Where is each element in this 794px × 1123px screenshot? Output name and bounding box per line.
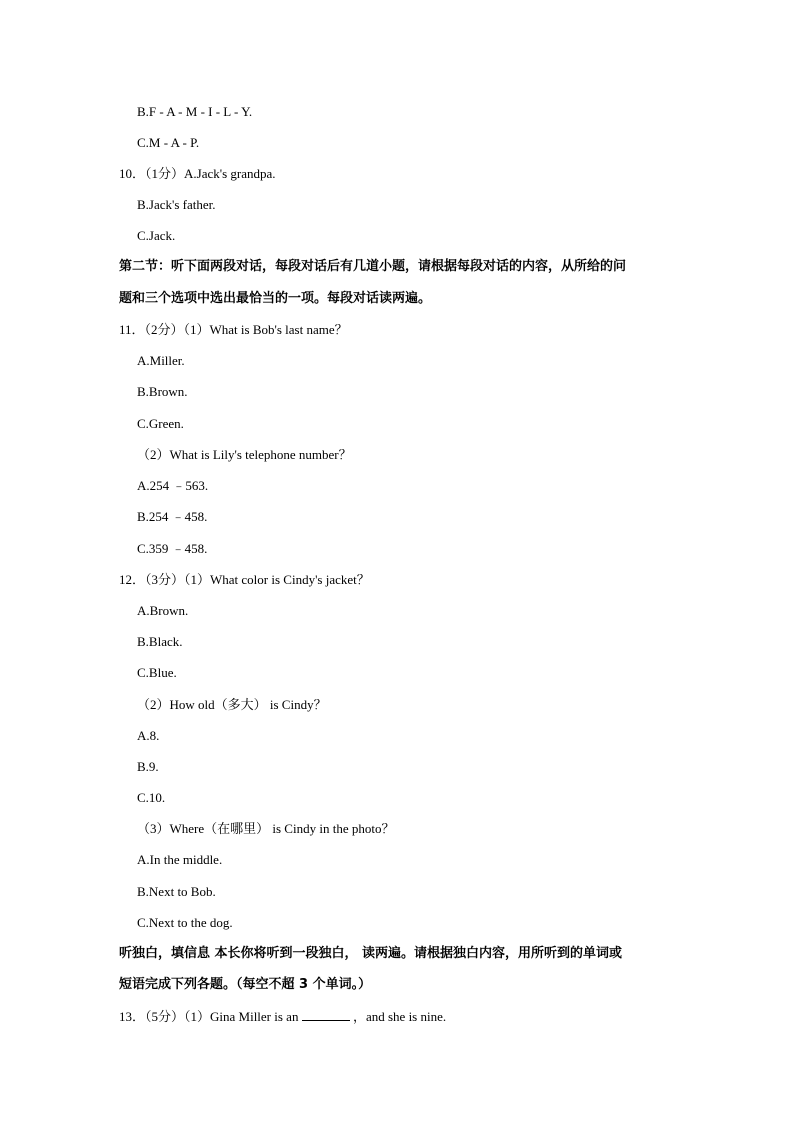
q10-option-b: B.Jack's father. (137, 197, 216, 212)
q12-2-option-c: C.10. (137, 790, 166, 805)
q11-1-option-a: A.Miller. (137, 353, 185, 368)
section2-instruction-line2: 题和三个选项中选出最恰当的一项。每段对话读两遍。 (119, 291, 432, 306)
q12-sub-2: （2）How old（多大） is Cindy？ (137, 697, 327, 712)
q13-answer-blank[interactable] (302, 1020, 350, 1021)
section3-instruction-line1: 听独白，填信息 本长你将听到一段独白， 读两遍。请根据独白内容，用所听到的单词或 (119, 946, 623, 961)
question-12: 12．（3分）（1）What color is Cindy's jacket？ (119, 572, 370, 587)
q10-option-c: C.Jack. (137, 228, 176, 243)
q12-3-option-b: B.Next to Bob. (137, 884, 216, 899)
q13-prefix: 13．（5分）（1）Gina Miller is an (119, 1009, 302, 1024)
q12-2-option-a: A.8. (137, 728, 160, 743)
section2-instruction-line1: 第二节：听下面两段对话，每段对话后有几道小题，请根据每段对话的内容，从所给的问 (119, 259, 627, 274)
q12-2-option-b: B.9. (137, 759, 159, 774)
question-10: 10．（1分）A.Jack's grandpa. (119, 166, 276, 181)
q11-sub-2: （2）What is Lily's telephone number？ (137, 447, 352, 462)
q11-2-option-b: B.254 ﹣458. (137, 509, 208, 524)
q11-1-option-b: B.Brown. (137, 384, 188, 399)
q11-2-option-a: A.254 ﹣563. (137, 478, 209, 493)
q12-1-option-b: B.Black. (137, 634, 183, 649)
question-13 (119, 1009, 446, 1025)
question-11: 11．（2分）（1）What is Bob's last name？ (119, 322, 348, 337)
q9-option-c: C.M - A - P. (137, 135, 200, 150)
q13-suffix: ，and she is nine. (352, 1009, 447, 1024)
q12-1-option-a: A.Brown. (137, 603, 189, 618)
section3-instruction-line2: 短语完成下列各题。（每空不超 3 个单词。） (119, 977, 372, 992)
q12-3-option-a: A.In the middle. (137, 852, 223, 867)
q11-1-option-c: C.Green. (137, 416, 184, 431)
q9-option-b: B.F - A - M - I - L - Y. (137, 104, 253, 119)
q12-sub-3: （3）Where（在哪里） is Cindy in the photo？ (137, 821, 395, 836)
q12-3-option-c: C.Next to the dog. (137, 915, 233, 930)
q12-1-option-c: C.Blue. (137, 665, 177, 680)
q11-2-option-c: C.359 ﹣458. (137, 541, 208, 556)
